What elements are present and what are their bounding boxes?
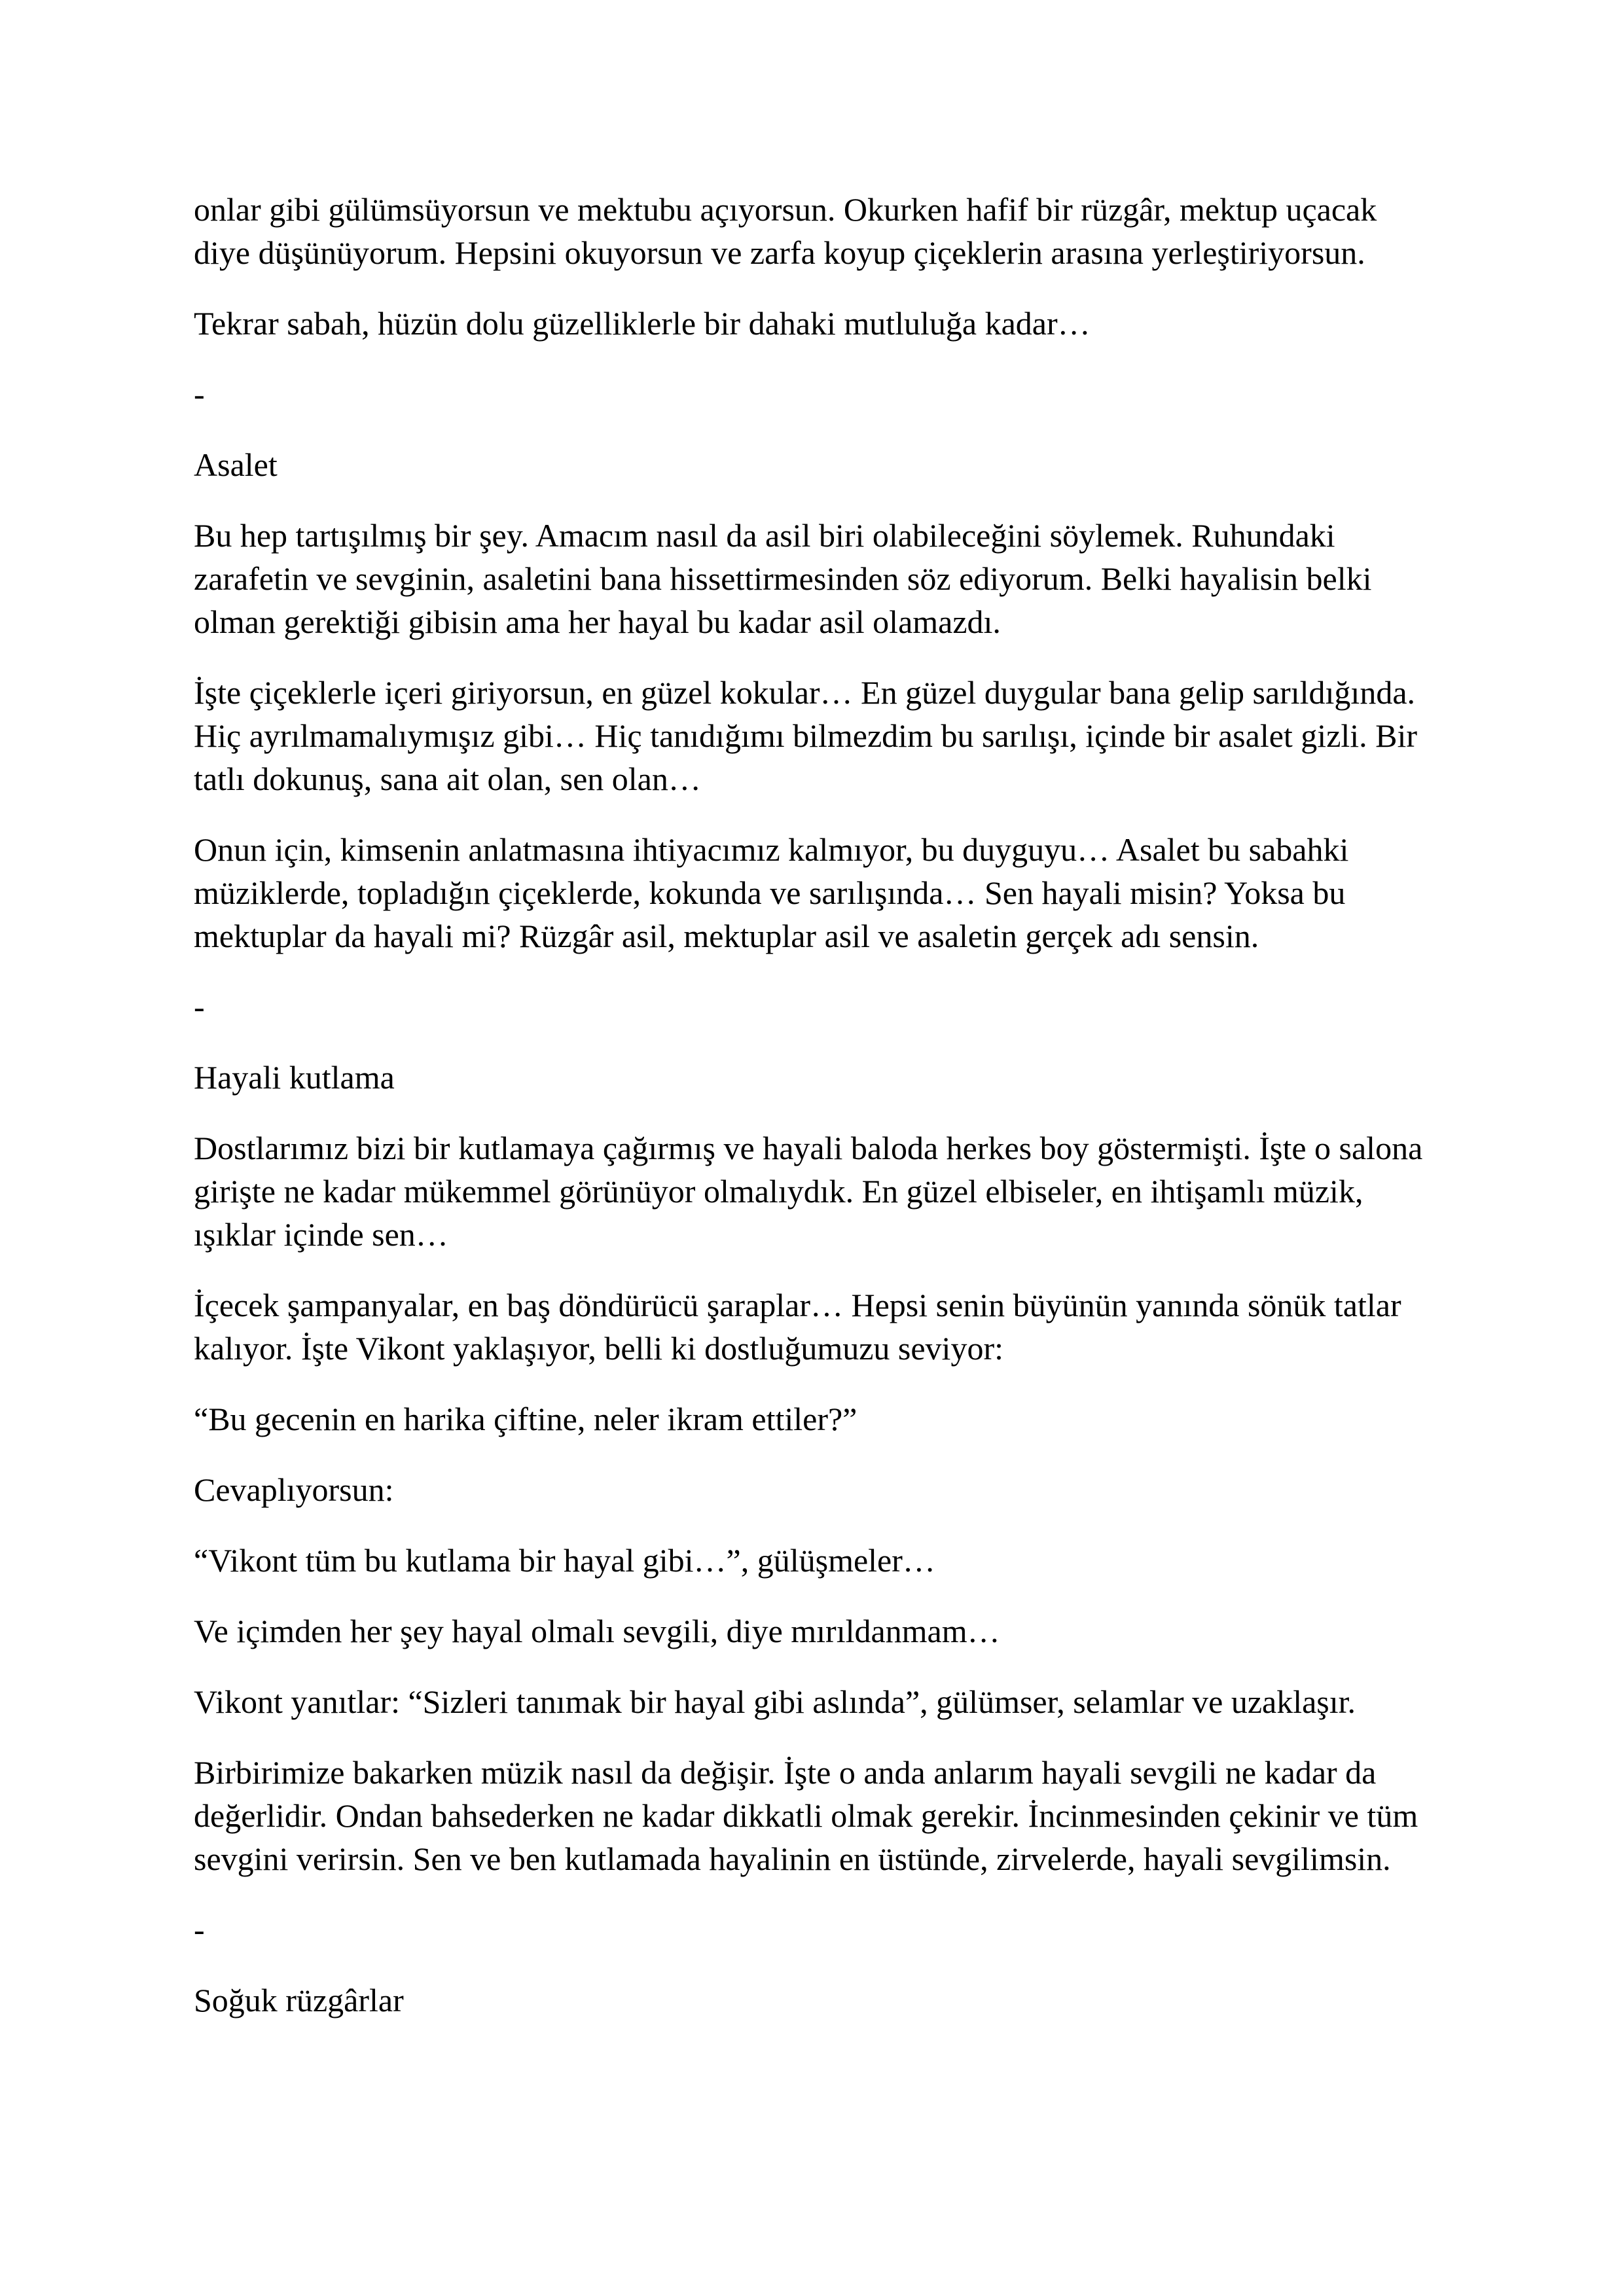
paragraph bbox=[194, 1539, 1430, 1582]
paragraph bbox=[194, 1283, 1430, 1370]
paragraph bbox=[194, 671, 1430, 800]
text-line: mektuplar da hayali mi? Rüzgâr asil, mektuplar asil ve asaletin gerçek adı sensin. bbox=[194, 918, 1259, 954]
separator-dash bbox=[194, 985, 1430, 1028]
text-line: - bbox=[194, 376, 205, 412]
paragraph bbox=[194, 302, 1430, 345]
text-line: Hiç ayrılmamalıymışız gibi… Hiç tanıdığımı bilmezdim bu sarılışı, içinde bir asalet gizli. Bir bbox=[194, 717, 1418, 754]
text-line: İşte çiçeklerle içeri giriyorsun, en güzel kokular… En güzel duygular bana gelip sarıldığında. bbox=[194, 674, 1416, 711]
paragraph bbox=[194, 1468, 1430, 1511]
text-line: Tekrar sabah, hüzün dolu güzelliklerle bir dahaki mutluluğa kadar… bbox=[194, 305, 1091, 342]
separator-dash bbox=[194, 1908, 1430, 1951]
text-line: Birbirimize bakarken müzik nasıl da değişir. İşte o anda anlarım hayali sevgili ne kadar da bbox=[194, 1754, 1377, 1791]
text-line: diye düşünüyorum. Hepsini okuyorsun ve zarfa koyup çiçeklerin arasına yerleştiriyorsun. bbox=[194, 234, 1365, 271]
text-line: “Vikont tüm bu kutlama bir hayal gibi…”, gülüşmeler… bbox=[194, 1542, 935, 1579]
text-line: - bbox=[194, 1911, 205, 1948]
text-line: Onun için, kimsenin anlatmasına ihtiyacımız kalmıyor, bu duyguyu… Asalet bu sabahki bbox=[194, 831, 1349, 868]
section-heading bbox=[194, 1979, 1430, 2022]
text-line: müziklerde, topladığın çiçeklerde, kokunda ve sarılışında… Sen hayali misin? Yoksa bu bbox=[194, 874, 1346, 911]
section-heading bbox=[194, 1056, 1430, 1099]
paragraph bbox=[194, 1126, 1430, 1256]
document-body bbox=[194, 188, 1430, 2022]
text-line: Hayali kutlama bbox=[194, 1059, 395, 1096]
text-line: zarafetin ve sevginin, asaletini bana hissettirmesinden söz ediyorum. Belki hayalisin belki bbox=[194, 560, 1372, 597]
text-line: kalıyor. İşte Vikont yaklaşıyor, belli ki dostluğumuzu seviyor: bbox=[194, 1330, 1003, 1367]
paragraph bbox=[194, 1609, 1430, 1653]
paragraph bbox=[194, 188, 1430, 274]
text-line: Bu hep tartışılmış bir şey. Amacım nasıl da asil biri olabileceğini söylemek. Ruhundaki bbox=[194, 517, 1335, 554]
text-line: - bbox=[194, 988, 205, 1025]
paragraph bbox=[194, 514, 1430, 643]
text-line: Ve içimden her şey hayal olmalı sevgili, diye mırıldanmam… bbox=[194, 1613, 1000, 1649]
paragraph bbox=[194, 828, 1430, 958]
separator-dash bbox=[194, 372, 1430, 416]
text-line: Asalet bbox=[194, 446, 278, 483]
section-heading bbox=[194, 443, 1430, 486]
paragraph bbox=[194, 1397, 1430, 1441]
text-line: Soğuk rüzgârlar bbox=[194, 1982, 404, 2018]
text-line: Cevaplıyorsun: bbox=[194, 1471, 394, 1508]
text-line: Dostlarımız bizi bir kutlamaya çağırmış ve hayali baloda herkes boy göstermişti. İşte o salona bbox=[194, 1130, 1423, 1166]
text-line: “Bu gecenin en harika çiftine, neler ikram ettiler?” bbox=[194, 1401, 857, 1437]
text-line: tatlı dokunuş, sana ait olan, sen olan… bbox=[194, 761, 701, 797]
text-line: sevgini verirsin. Sen ve ben kutlamada hayalinin en üstünde, zirvelerde, hayali sevgilimsin. bbox=[194, 1840, 1391, 1877]
text-line: onlar gibi gülümsüyorsun ve mektubu açıyorsun. Okurken hafif bir rüzgâr, mektup uçacak bbox=[194, 191, 1377, 228]
text-line: İçecek şampanyalar, en baş döndürücü şaraplar… Hepsi senin büyünün yanında sönük tatlar bbox=[194, 1287, 1401, 1323]
text-line: ışıklar içinde sen… bbox=[194, 1216, 448, 1253]
paragraph bbox=[194, 1680, 1430, 1723]
text-line: olman gerektiği gibisin ama her hayal bu kadar asil olamazdı. bbox=[194, 603, 1001, 640]
text-line: girişte ne kadar mükemmel görünüyor olmalıydık. En güzel elbiseler, en ihtişamlı müzik, bbox=[194, 1173, 1363, 1210]
paragraph bbox=[194, 1751, 1430, 1880]
text-line: Vikont yanıtlar: “Sizleri tanımak bir hayal gibi aslında”, gülümser, selamlar ve uzaklaşır. bbox=[194, 1683, 1356, 1720]
text-line: değerlidir. Ondan bahsederken ne kadar dikkatli olmak gerekir. İncinmesinden çekinir ve tüm bbox=[194, 1797, 1418, 1834]
